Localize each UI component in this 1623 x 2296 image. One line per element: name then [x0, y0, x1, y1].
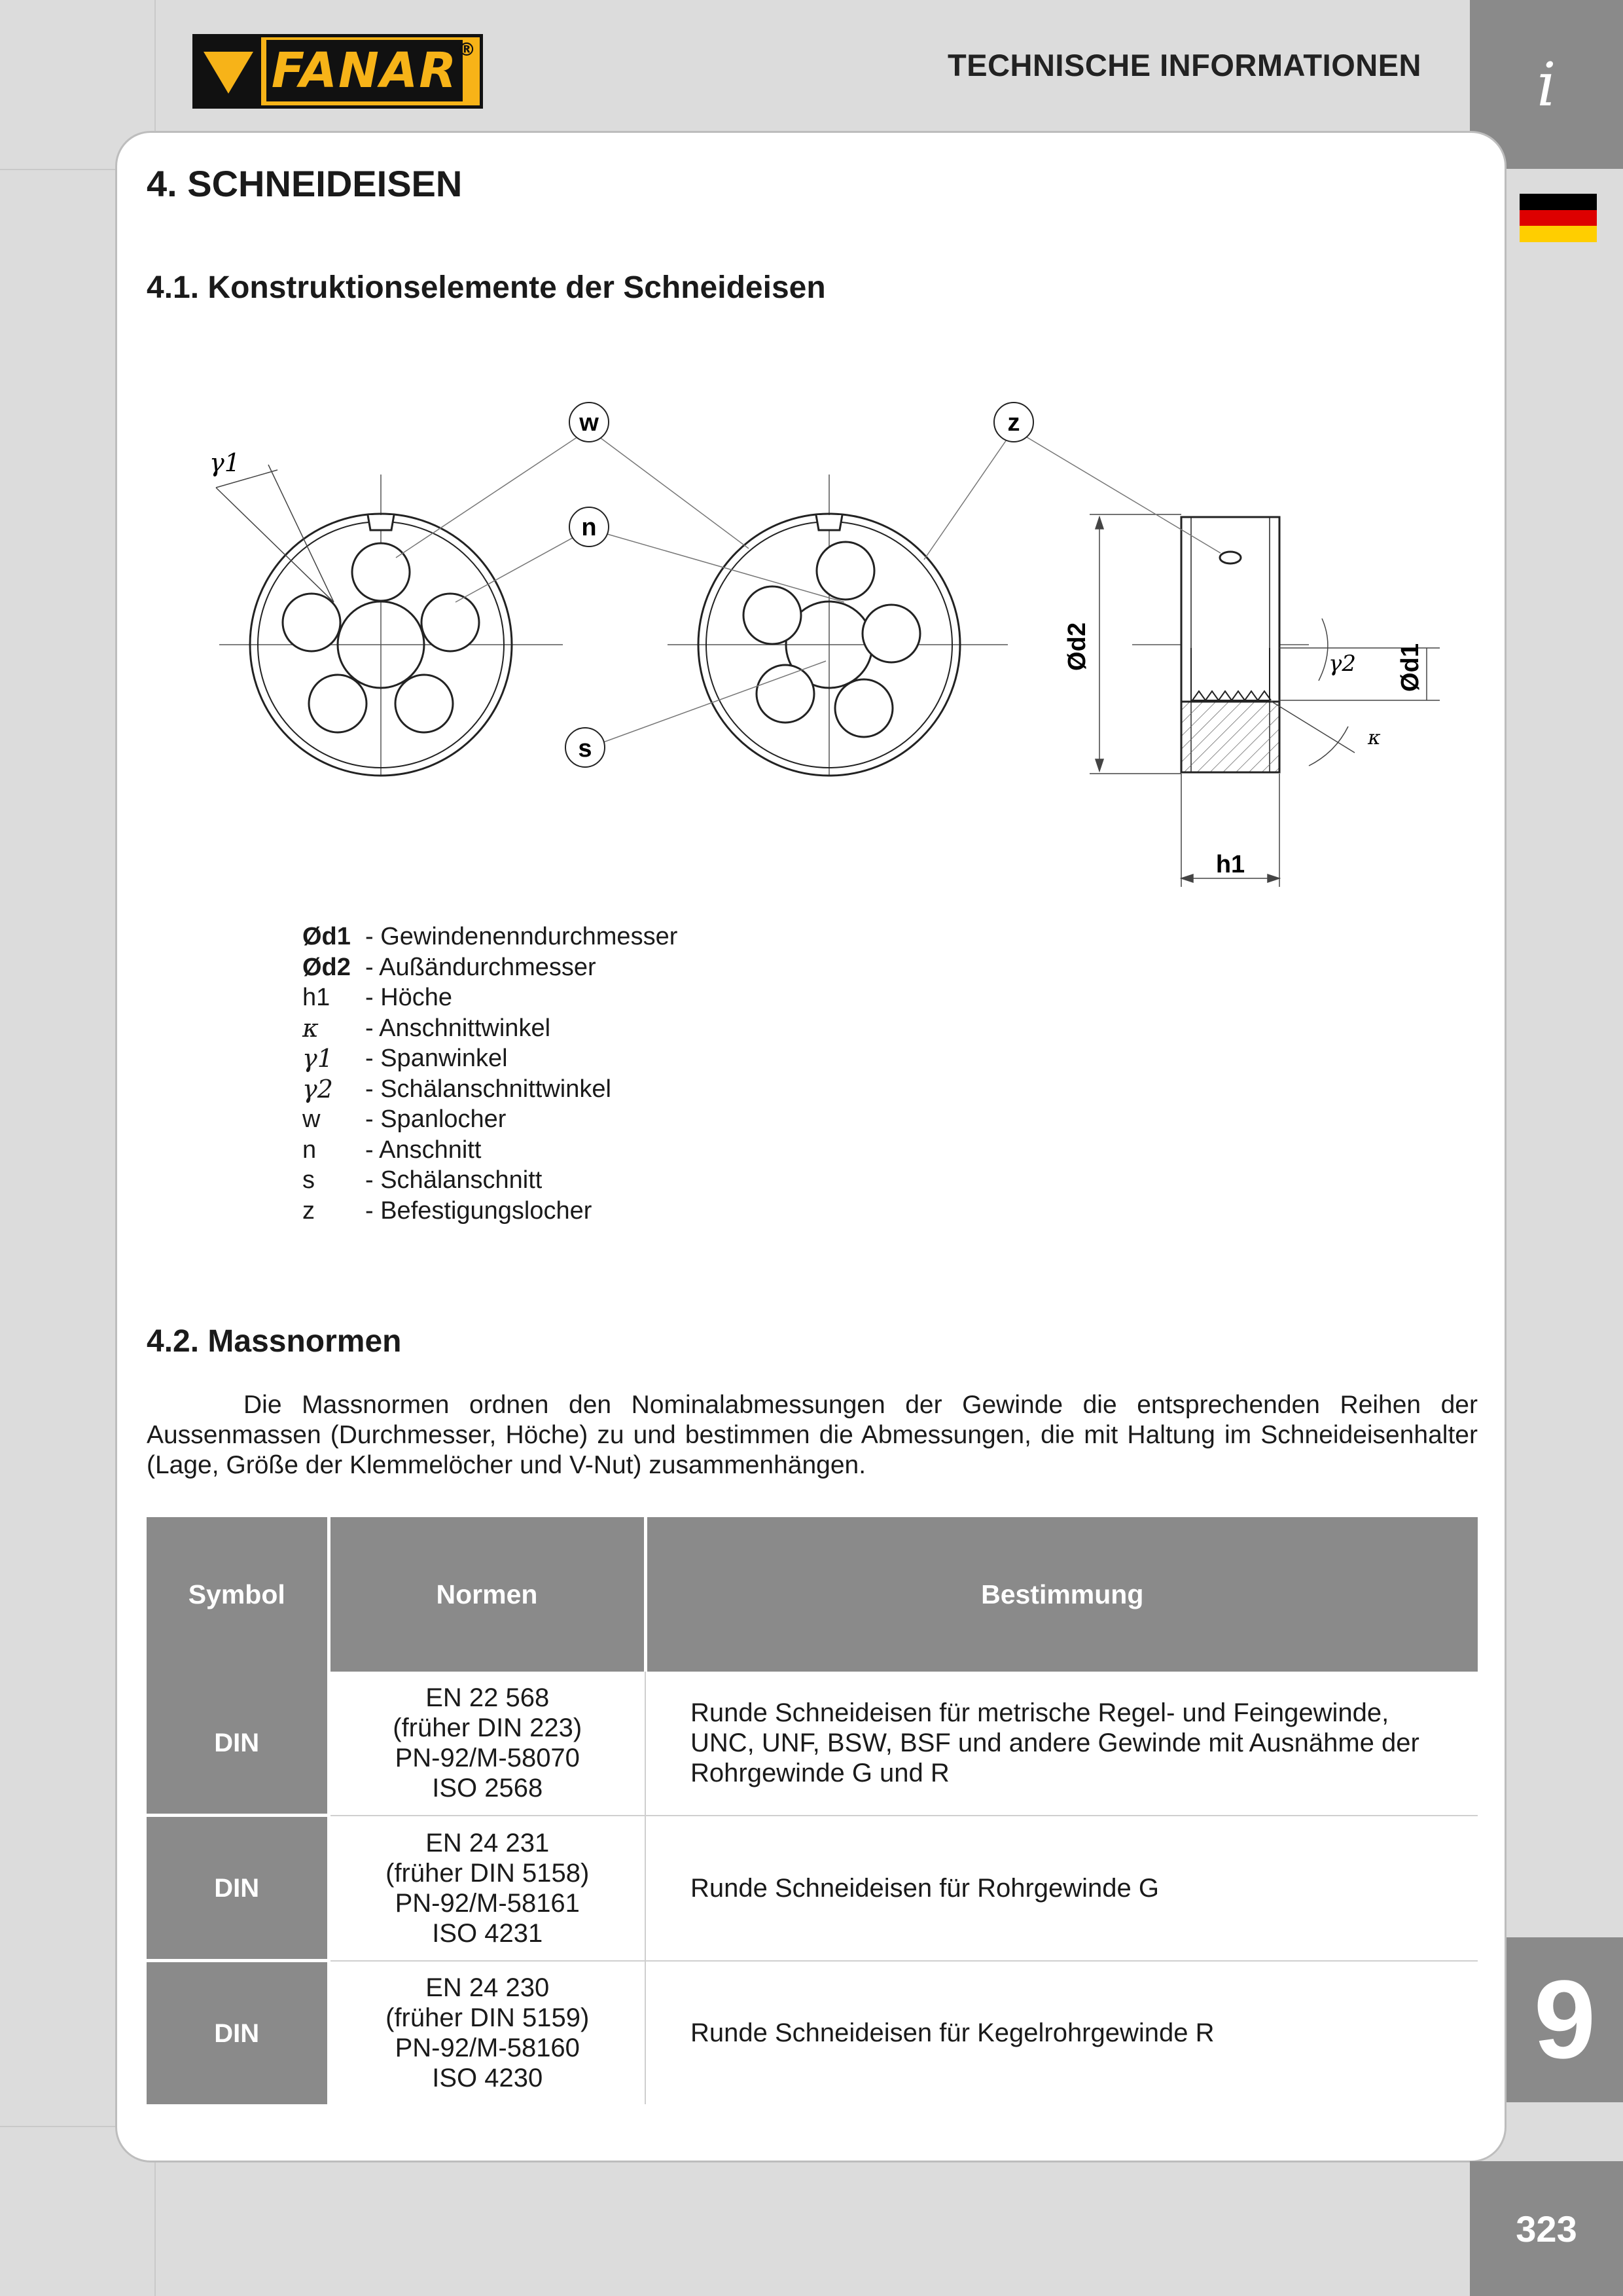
legend-text: - Schälanschnittwinkel — [365, 1075, 611, 1103]
flag-stripe-black — [1520, 194, 1597, 210]
gamma1-label: γ1 — [209, 448, 240, 477]
legend-item — [302, 1013, 677, 1044]
row-description: Runde Schneideisen für Kegelrohrgewinde R — [690, 2018, 1215, 2047]
logo-wordmark: FANAR — [266, 40, 463, 101]
norm-line: ISO 4230 — [432, 2063, 543, 2092]
page-number: 323 — [1470, 2161, 1623, 2296]
die-technical-drawing — [196, 386, 1453, 897]
legend-text: - Höche — [365, 984, 453, 1011]
subsection-title-norms: 4.2. Massnormen — [147, 1324, 402, 1359]
subsection-title-construction: 4.1. Konstruktionselemente der Schneideisen — [147, 270, 826, 305]
norm-line: (früher DIN 5158) — [385, 1858, 590, 1888]
logo-v-mark — [196, 37, 261, 105]
die-side-section — [1181, 517, 1279, 772]
norm-line: PN-92/M-58160 — [395, 2033, 580, 2062]
row-symbol: DIN — [147, 1961, 329, 2105]
info-tab-icon[interactable]: i — [1470, 0, 1623, 169]
legend-item — [302, 1074, 677, 1105]
legend-symbol: h1 — [302, 984, 330, 1011]
norm-line: EN 22 568 — [425, 1683, 550, 1713]
legend-symbol: w — [302, 1105, 321, 1133]
german-flag-icon — [1520, 194, 1597, 242]
callout-z-label: z — [1007, 409, 1020, 437]
legend-symbol: Ød2 — [302, 953, 351, 981]
row-description: Runde Schneideisen für Rohrgewinde G — [645, 1816, 1478, 1961]
legend-text: - Anschnitt — [365, 1136, 482, 1164]
table-row — [147, 1672, 1478, 1816]
norms-table — [147, 1517, 1478, 2104]
legend-text: - Außändurchmesser — [365, 953, 596, 981]
norm-line: (früher DIN 5159) — [385, 2003, 590, 2032]
legend-item — [302, 1043, 677, 1074]
legend-item — [302, 1104, 677, 1135]
callout-n-label: n — [581, 514, 597, 541]
table-header-row — [147, 1517, 1478, 1672]
legend-text: - Spanlocher — [365, 1105, 507, 1133]
row-symbol: DIN — [147, 1816, 329, 1961]
column-header-symbol: Symbol — [147, 1517, 329, 1672]
norm-line: ISO 2568 — [432, 1774, 543, 1803]
table-row — [147, 1961, 1478, 2105]
h1-label: h1 — [1215, 851, 1245, 878]
legend-item — [302, 952, 677, 983]
legend-item — [302, 922, 677, 952]
section-title: 4. SCHNEIDEISEN — [147, 163, 463, 204]
norm-line: PN-92/M-58161 — [395, 1888, 580, 1918]
norm-line: EN 24 231 — [425, 1828, 550, 1857]
header-title: TECHNISCHE INFORMATIONEN — [948, 48, 1421, 82]
chapter-tab[interactable]: 9 — [1507, 1937, 1623, 2102]
table-row — [147, 1816, 1478, 1961]
row-description: Runde Schneideisen für metrische Regel- und Feingewinde, UNC, UNF, BSW, BSF und andere Gewinde mit Ausnähme der Rohrgewinde G und R — [645, 1672, 1478, 1816]
flag-stripe-red — [1520, 210, 1597, 226]
legend-symbol: γ1 — [302, 1044, 333, 1073]
legend-item — [302, 1135, 677, 1166]
row-norms — [329, 1816, 645, 1961]
flag-stripe-gold — [1520, 226, 1597, 242]
fanar-logo — [192, 34, 483, 109]
norm-line: ISO 4231 — [432, 1918, 543, 1948]
norm-line: EN 24 230 — [425, 1973, 550, 2002]
norms-paragraph: Die Massnormen ordnen den Nominalabmessungen der Gewinde die entsprechenden Reihen der Aussenmassen (Durchmesser, Höche) zu und bestimmen die Abmessungen, die mit Haltung im Schneideisenhalter (Lage, Größe der Klemmelöcher und V-Nut) zusammenhängen. — [147, 1391, 1478, 1479]
row-norms — [329, 1961, 645, 2105]
gamma2-label: γ2 — [1329, 651, 1356, 677]
norm-line: (früher DIN 223) — [393, 1713, 582, 1743]
callout-s-label: s — [578, 735, 592, 762]
d1-label: Ød1 — [1397, 643, 1424, 692]
legend-symbol: s — [302, 1166, 315, 1194]
legend-item — [302, 1196, 677, 1227]
d2-label: Ød2 — [1063, 622, 1091, 671]
legend-symbol: Ød1 — [302, 923, 351, 950]
legend-item — [302, 1165, 677, 1196]
callout-w-label: w — [579, 409, 599, 437]
legend-symbol: z — [302, 1196, 315, 1225]
legend-symbol: γ2 — [302, 1074, 333, 1103]
row-norms — [329, 1672, 645, 1816]
norm-line: PN-92/M-58070 — [395, 1744, 580, 1773]
legend-symbol: n — [302, 1136, 317, 1164]
kappa-label: κ — [1368, 726, 1381, 749]
column-header-purpose: Bestimmung — [645, 1517, 1478, 1672]
registered-mark: ® — [457, 39, 476, 60]
legend-text: - Schälanschnitt — [365, 1166, 543, 1194]
legend-text: - Gewindenenndurchmesser — [365, 923, 678, 950]
row-symbol: DIN — [147, 1672, 329, 1816]
column-header-norms: Normen — [329, 1517, 645, 1672]
legend-list — [302, 922, 677, 1226]
legend-item — [302, 982, 677, 1013]
legend-symbol: κ — [302, 1013, 319, 1043]
legend-text: - Anschnittwinkel — [365, 1014, 551, 1042]
legend-text: - Befestigungslocher — [365, 1196, 592, 1225]
legend-text: - Spanwinkel — [365, 1045, 508, 1072]
